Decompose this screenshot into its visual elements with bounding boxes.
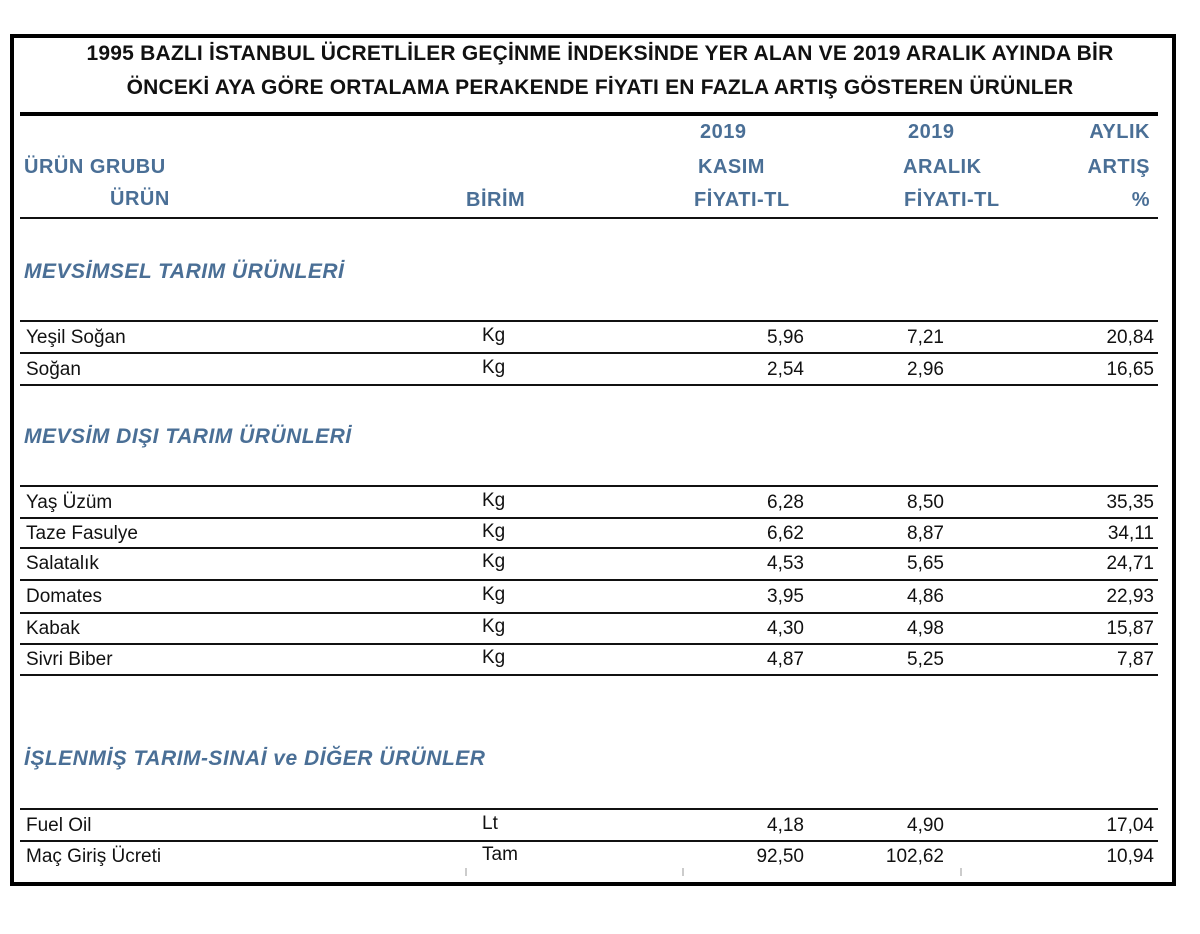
product-name: Kabak xyxy=(26,618,80,639)
monthly-change: 7,87 xyxy=(1117,649,1154,670)
product-unit: Kg xyxy=(482,647,506,668)
row-divider xyxy=(20,579,1158,581)
row-divider xyxy=(20,547,1158,549)
header-product-label: ÜRÜN xyxy=(110,188,170,210)
product-unit: Kg xyxy=(482,584,506,605)
header-nov-year: 2019 xyxy=(700,121,747,143)
price-dec: 4,98 xyxy=(907,618,944,639)
price-nov: 2,54 xyxy=(767,359,804,380)
product-name: Domates xyxy=(26,586,103,607)
header-group-label: ÜRÜN GRUBU xyxy=(24,156,166,178)
product-unit: Kg xyxy=(482,325,506,346)
price-nov: 4,53 xyxy=(767,553,804,574)
monthly-change: 16,65 xyxy=(1106,359,1154,380)
title-divider xyxy=(20,112,1158,116)
product-name: Taze Fasulye xyxy=(26,523,138,544)
column-tick xyxy=(682,868,684,876)
monthly-change: 10,94 xyxy=(1106,846,1154,867)
row-divider xyxy=(20,485,1158,487)
product-unit: Kg xyxy=(482,490,506,511)
product-unit: Kg xyxy=(482,551,506,572)
product-unit: Tam xyxy=(482,844,518,865)
price-nov: 4,87 xyxy=(767,649,804,670)
row-divider xyxy=(20,612,1158,614)
product-name: Soğan xyxy=(26,359,81,380)
price-dec: 102,62 xyxy=(885,846,944,867)
section-title-off-season: MEVSİM DIŞI TARIM ÜRÜNLERİ xyxy=(24,425,352,448)
row-divider xyxy=(20,840,1158,842)
price-nov: 6,62 xyxy=(767,523,804,544)
monthly-change: 35,35 xyxy=(1106,492,1154,513)
product-unit: Kg xyxy=(482,616,506,637)
header-nov-month: KASIM xyxy=(698,156,765,178)
price-dec: 5,25 xyxy=(907,649,944,670)
price-dec: 4,86 xyxy=(907,586,944,607)
product-name: Salatalık xyxy=(26,553,99,574)
header-nov-price: FİYATI-TL xyxy=(694,189,790,211)
column-tick xyxy=(465,868,467,876)
monthly-change: 34,11 xyxy=(1107,523,1154,544)
row-divider xyxy=(20,808,1158,810)
price-nov: 6,28 xyxy=(767,492,804,513)
price-dec: 2,96 xyxy=(907,359,944,380)
product-unit: Kg xyxy=(482,357,506,378)
row-divider xyxy=(20,674,1158,676)
row-divider xyxy=(20,517,1158,519)
row-divider xyxy=(20,352,1158,354)
product-name: Sivri Biber xyxy=(26,649,113,670)
price-nov: 92,50 xyxy=(756,846,804,867)
price-dec: 4,90 xyxy=(907,815,944,836)
product-name: Fuel Oil xyxy=(26,815,92,836)
price-dec: 5,65 xyxy=(907,553,944,574)
price-nov: 3,95 xyxy=(767,586,804,607)
row-divider xyxy=(20,320,1158,322)
price-dec: 8,87 xyxy=(907,523,944,544)
header-divider xyxy=(20,217,1158,219)
page-title-line-1: 1995 BAZLI İSTANBUL ÜCRETLİLER GEÇİNME İNDEKSİNDE YER ALAN VE 2019 ARALIK AYINDA BİR xyxy=(86,42,1114,65)
header-change-3: % xyxy=(1131,189,1150,211)
price-dec: 8,50 xyxy=(907,492,944,513)
header-change-2: ARTIŞ xyxy=(1087,156,1150,178)
header-change-1: AYLIK xyxy=(1089,121,1150,143)
product-name: Yaş Üzüm xyxy=(26,492,113,513)
price-nov: 5,96 xyxy=(767,327,804,348)
monthly-change: 15,87 xyxy=(1106,618,1154,639)
product-unit: Kg xyxy=(482,521,506,542)
page-title-line-2: ÖNCEKİ AYA GÖRE ORTALAMA PERAKENDE FİYATI EN FAZLA ARTIŞ GÖSTEREN ÜRÜNLER xyxy=(126,76,1074,99)
row-divider xyxy=(20,643,1158,645)
header-dec-price: FİYATI-TL xyxy=(904,189,1000,211)
row-divider xyxy=(20,384,1158,386)
monthly-change: 24,71 xyxy=(1106,553,1154,574)
header-dec-year: 2019 xyxy=(908,121,955,143)
header-dec-month: ARALIK xyxy=(903,156,982,178)
price-nov: 4,18 xyxy=(767,815,804,836)
price-nov: 4,30 xyxy=(767,618,804,639)
monthly-change: 22,93 xyxy=(1106,586,1154,607)
section-title-seasonal: MEVSİMSEL TARIM ÜRÜNLERİ xyxy=(24,260,345,283)
product-name: Yeşil Soğan xyxy=(26,327,126,348)
monthly-change: 20,84 xyxy=(1106,327,1154,348)
price-dec: 7,21 xyxy=(907,327,944,348)
section-title-processed: İŞLENMİŞ TARIM-SINAİ ve DİĞER ÜRÜNLER xyxy=(24,747,486,770)
monthly-change: 17,04 xyxy=(1106,815,1154,836)
column-tick xyxy=(960,868,962,876)
product-name: Maç Giriş Ücreti xyxy=(26,846,162,867)
header-unit-label: BİRİM xyxy=(466,189,526,211)
product-unit: Lt xyxy=(482,813,498,834)
